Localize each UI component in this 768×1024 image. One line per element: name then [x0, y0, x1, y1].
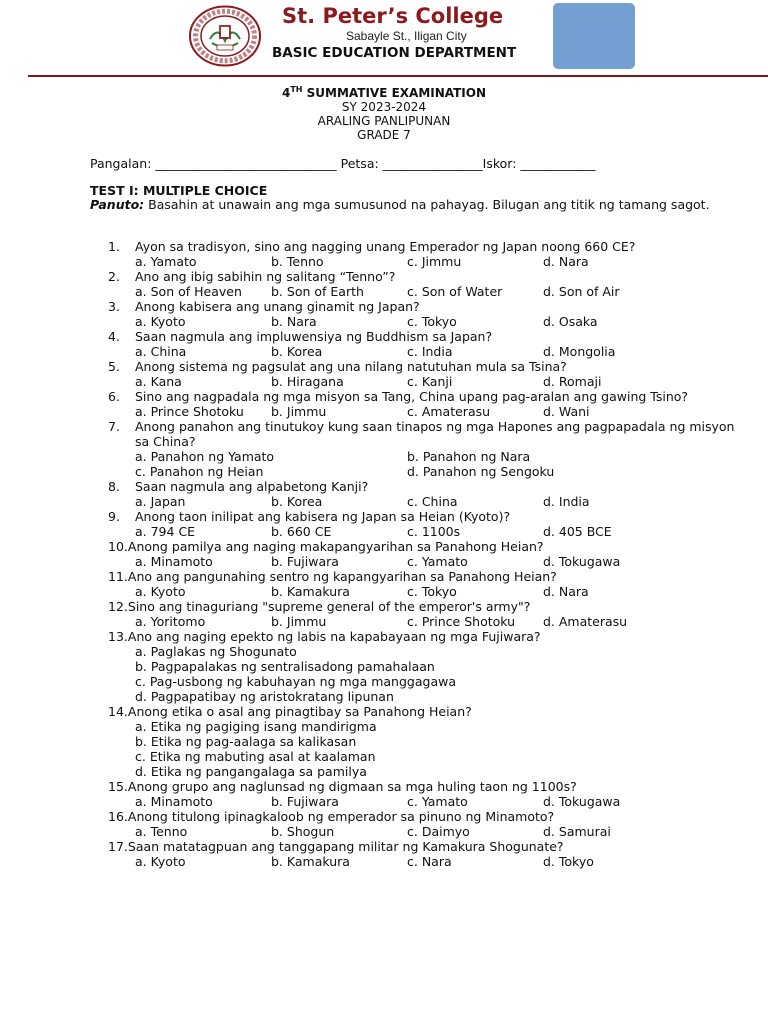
department-name: BASIC EDUCATION DEPARTMENT	[272, 45, 517, 61]
answer-option[interactable]: b. Tenno	[271, 254, 324, 269]
question-item	[108, 704, 748, 779]
answer-option[interactable]: c. China	[407, 494, 458, 509]
answer-option[interactable]: a. Son of Heaven	[135, 284, 242, 299]
answer-option[interactable]: b. Son of Earth	[271, 284, 364, 299]
school-address: Sabayle St., Iligan City	[346, 29, 467, 43]
question-text: Ano ang ibig sabihin ng salitang “Tenno”?	[135, 269, 396, 284]
answer-option[interactable]: a. Paglakas ng Shogunato	[135, 644, 297, 659]
answer-option[interactable]: d. India	[543, 494, 590, 509]
question-number: 1.	[108, 239, 120, 254]
question-text: Anong etika o asal ang pinagtibay sa Panahong Heian?	[127, 704, 472, 719]
directions	[90, 198, 768, 213]
answer-option[interactable]: c. Nara	[407, 854, 452, 869]
question-text: Saan nagmula ang impluwensiya ng Buddhism sa Japan?	[135, 329, 493, 344]
answer-option[interactable]: d. Tokugawa	[543, 554, 621, 569]
answer-option[interactable]: c. Tokyo	[407, 314, 457, 329]
answer-option[interactable]: a. Tenno	[135, 824, 188, 839]
answer-option[interactable]: a. Minamoto	[135, 794, 213, 809]
question-text: Anong titulong ipinagkaloob ng emperador sa pinuno ng Minamoto?	[127, 809, 555, 824]
question-item	[108, 839, 748, 869]
answer-option[interactable]: c. Jimmu	[407, 254, 462, 269]
question-item	[108, 479, 748, 509]
answer-options	[135, 314, 748, 329]
answer-options	[135, 254, 748, 269]
answer-option[interactable]: b. Fujiwara	[271, 554, 339, 569]
question-item	[108, 569, 748, 599]
question-number: 14.	[108, 704, 128, 719]
grade-level: GRADE 7	[357, 128, 411, 142]
question-number: 6.	[108, 389, 120, 404]
question-number: 13.	[108, 629, 128, 644]
question-item	[108, 809, 748, 839]
subject: ARALING PANLIPUNAN	[317, 114, 451, 128]
question-item	[108, 299, 748, 329]
question-number: 5.	[108, 359, 120, 374]
answer-option[interactable]: a. Minamoto	[135, 554, 213, 569]
question-text: Anong kabisera ang unang ginamit ng Japan?	[135, 299, 420, 314]
question-text: Anong taon inilipat ang kabisera ng Japan sa Heian (Kyoto)?	[135, 509, 511, 524]
answer-options	[135, 449, 748, 479]
answer-option[interactable]: d. Son of Air	[543, 284, 620, 299]
answer-option[interactable]: a. Panahon ng Yamato	[135, 449, 275, 464]
answer-options	[135, 854, 748, 869]
question-text: Ano ang pangunahing sentro ng kapangyarihan sa Panahong Heian?	[127, 569, 557, 584]
question-text: Anong grupo ang naglunsad ng digmaan sa mga huling taon ng 1100s?	[127, 779, 577, 794]
question-item	[108, 329, 748, 359]
answer-option[interactable]: c. Panahon ng Heian	[135, 464, 264, 479]
question-text: Anong sistema ng pagsulat ang una nilang natutuhan mula sa Tsina?	[135, 359, 567, 374]
answer-option[interactable]: a. Japan	[135, 494, 186, 509]
answer-option[interactable]: a. 794 CE	[135, 524, 196, 539]
question-text: Sino ang tinaguriang "supreme general of the emperor's army"?	[127, 599, 531, 614]
answer-options	[135, 524, 748, 539]
answer-option[interactable]: c. Pag-usbong ng kabuhayan ng mga manggagawa	[135, 674, 456, 689]
answer-options	[135, 404, 748, 419]
question-number: 16.	[108, 809, 128, 824]
exam-title-ordinal: TH	[290, 85, 303, 94]
directions-text: Basahin at unawain ang mga sumusunod na pahayag. Bilugan ang titik ng tamang sagot.	[144, 197, 710, 212]
answer-option[interactable]: c. Son of Water	[407, 284, 503, 299]
answer-options	[135, 644, 748, 704]
question-number: 4.	[108, 329, 120, 344]
answer-option[interactable]: b. Panahon ng Nara	[407, 449, 531, 464]
question-item	[108, 539, 748, 569]
answer-options	[135, 614, 748, 629]
exam-title-rest: SUMMATIVE EXAMINATION	[302, 86, 487, 100]
question-text: Anong panahon ang tinutukoy kung saan tinapos ng mga Hapones ang pagpapadala ng misyon sa China?	[135, 419, 735, 449]
answer-option[interactable]: d. Nara	[543, 254, 589, 269]
answer-option[interactable]: d. Panahon ng Sengoku	[407, 464, 555, 479]
answer-option[interactable]: c. Amaterasu	[407, 404, 491, 419]
question-item	[108, 629, 748, 704]
answer-option[interactable]: a. Yamato	[135, 254, 197, 269]
question-number: 3.	[108, 299, 120, 314]
answer-option[interactable]: c. Etika ng mabuting asal at kaalaman	[135, 749, 376, 764]
answer-option[interactable]: a. Kyoto	[135, 584, 186, 599]
page-header	[0, 0, 768, 80]
answer-option[interactable]: b. Fujiwara	[271, 794, 339, 809]
question-number: 9.	[108, 509, 120, 524]
answer-option[interactable]: a. Kyoto	[135, 314, 186, 329]
answer-option[interactable]: a. Prince Shotoku	[135, 404, 244, 419]
answer-option[interactable]: c. India	[407, 344, 453, 359]
directions-label: Panuto:	[90, 197, 145, 212]
answer-option[interactable]: b. Korea	[271, 344, 323, 359]
answer-options	[135, 374, 748, 389]
answer-options	[135, 554, 748, 569]
question-number: 7.	[108, 419, 120, 434]
answer-option[interactable]: b. Jimmu	[271, 404, 327, 419]
answer-option[interactable]: d. Osaka	[543, 314, 598, 329]
question-list	[108, 239, 748, 869]
answer-options	[135, 719, 748, 779]
question-number: 15.	[108, 779, 128, 794]
test-title: TEST I: MULTIPLE CHOICE	[90, 183, 268, 198]
answer-option[interactable]: d. Etika ng pangangalaga sa pamilya	[135, 764, 367, 779]
question-item	[108, 599, 748, 629]
answer-option[interactable]: c. Prince Shotoku	[407, 614, 516, 629]
question-number: 8.	[108, 479, 120, 494]
answer-options	[135, 824, 748, 839]
question-text: Anong pamilya ang naging makapangyarihan sa Panahong Heian?	[127, 539, 544, 554]
question-item	[108, 509, 748, 539]
answer-option[interactable]: b. Jimmu	[271, 614, 327, 629]
answer-option[interactable]: d. Samurai	[543, 824, 611, 839]
answer-option[interactable]: a. Yoritomo	[135, 614, 206, 629]
question-text: Ayon sa tradisyon, sino ang nagging unang Emperador ng Japan noong 660 CE?	[135, 239, 636, 254]
answer-options	[135, 794, 748, 809]
question-item	[108, 389, 748, 419]
answer-option[interactable]: b. Kamakura	[271, 584, 350, 599]
answer-option[interactable]: a. Kana	[135, 374, 182, 389]
exam-title	[0, 86, 768, 100]
question-text: Ano ang naging epekto ng labis na kapabayaan ng mga Fujiwara?	[127, 629, 541, 644]
answer-option[interactable]: b. Nara	[271, 314, 317, 329]
header-divider	[28, 75, 768, 77]
question-item	[108, 419, 748, 479]
answer-options	[135, 494, 748, 509]
question-text: Saan nagmula ang alpabetong Kanji?	[135, 479, 369, 494]
answer-option[interactable]: b. Korea	[271, 494, 323, 509]
answer-options	[135, 584, 748, 599]
school-seal-logo	[188, 5, 262, 67]
answer-option[interactable]: c. Kanji	[407, 374, 453, 389]
answer-option[interactable]: a. Kyoto	[135, 854, 186, 869]
answer-option[interactable]: b. Pagpapalakas ng sentralisadong pamahalaan	[135, 659, 435, 674]
answer-option[interactable]: b. Kamakura	[271, 854, 350, 869]
answer-option[interactable]: d. 405 BCE	[543, 524, 612, 539]
question-number: 10.	[108, 539, 128, 554]
school-year: SY 2023-2024	[341, 100, 427, 114]
answer-option[interactable]: a. China	[135, 344, 187, 359]
exam-title-number: 4	[281, 86, 291, 100]
answer-option[interactable]: d. Pagpapatibay ng aristokratang lipunan	[135, 689, 394, 704]
answer-option[interactable]: b. Shogun	[271, 824, 335, 839]
question-item	[108, 269, 748, 299]
answer-option[interactable]: d. Wani	[543, 404, 590, 419]
answer-options	[135, 284, 748, 299]
question-text: Saan matatagpuan ang tanggapang militar ng Kamakura Shogunate?	[127, 839, 564, 854]
question-item	[108, 779, 748, 809]
student-info-line: Pangalan: _____________________________ Petsa: ________________Iskor: ____________	[90, 156, 596, 171]
answer-option[interactable]: a. Etika ng pagiging isang mandirigma	[135, 719, 377, 734]
answer-option[interactable]: b. 660 CE	[271, 524, 332, 539]
question-number: 17.	[108, 839, 128, 854]
answer-option[interactable]: c. Daimyo	[407, 824, 470, 839]
answer-option[interactable]: d. Tokyo	[543, 854, 594, 869]
question-item	[108, 359, 748, 389]
question-number: 12.	[108, 599, 128, 614]
answer-option[interactable]: d. Romaji	[543, 374, 602, 389]
answer-option[interactable]: c. Yamato	[407, 554, 468, 569]
answer-option[interactable]: c. Yamato	[407, 794, 468, 809]
answer-option[interactable]: c. Tokyo	[407, 584, 457, 599]
question-number: 2.	[108, 269, 120, 284]
answer-option[interactable]: c. 1100s	[407, 524, 461, 539]
school-name: St. Peter’s College	[282, 4, 504, 28]
answer-option[interactable]: d. Nara	[543, 584, 589, 599]
answer-option[interactable]: b. Etika ng pag-aalaga sa kalikasan	[135, 734, 357, 749]
answer-option[interactable]: b. Hiragana	[271, 374, 344, 389]
answer-option[interactable]: d. Mongolia	[543, 344, 616, 359]
photo-placeholder	[553, 3, 635, 69]
question-text: Sino ang nagpadala ng mga misyon sa Tang, China upang pag-aralan ang gawing Tsino?	[135, 389, 689, 404]
question-number: 11.	[108, 569, 128, 584]
answer-option[interactable]: d. Amaterasu	[543, 614, 628, 629]
question-item	[108, 239, 748, 269]
answer-option[interactable]: d. Tokugawa	[543, 794, 621, 809]
answer-options	[135, 344, 748, 359]
